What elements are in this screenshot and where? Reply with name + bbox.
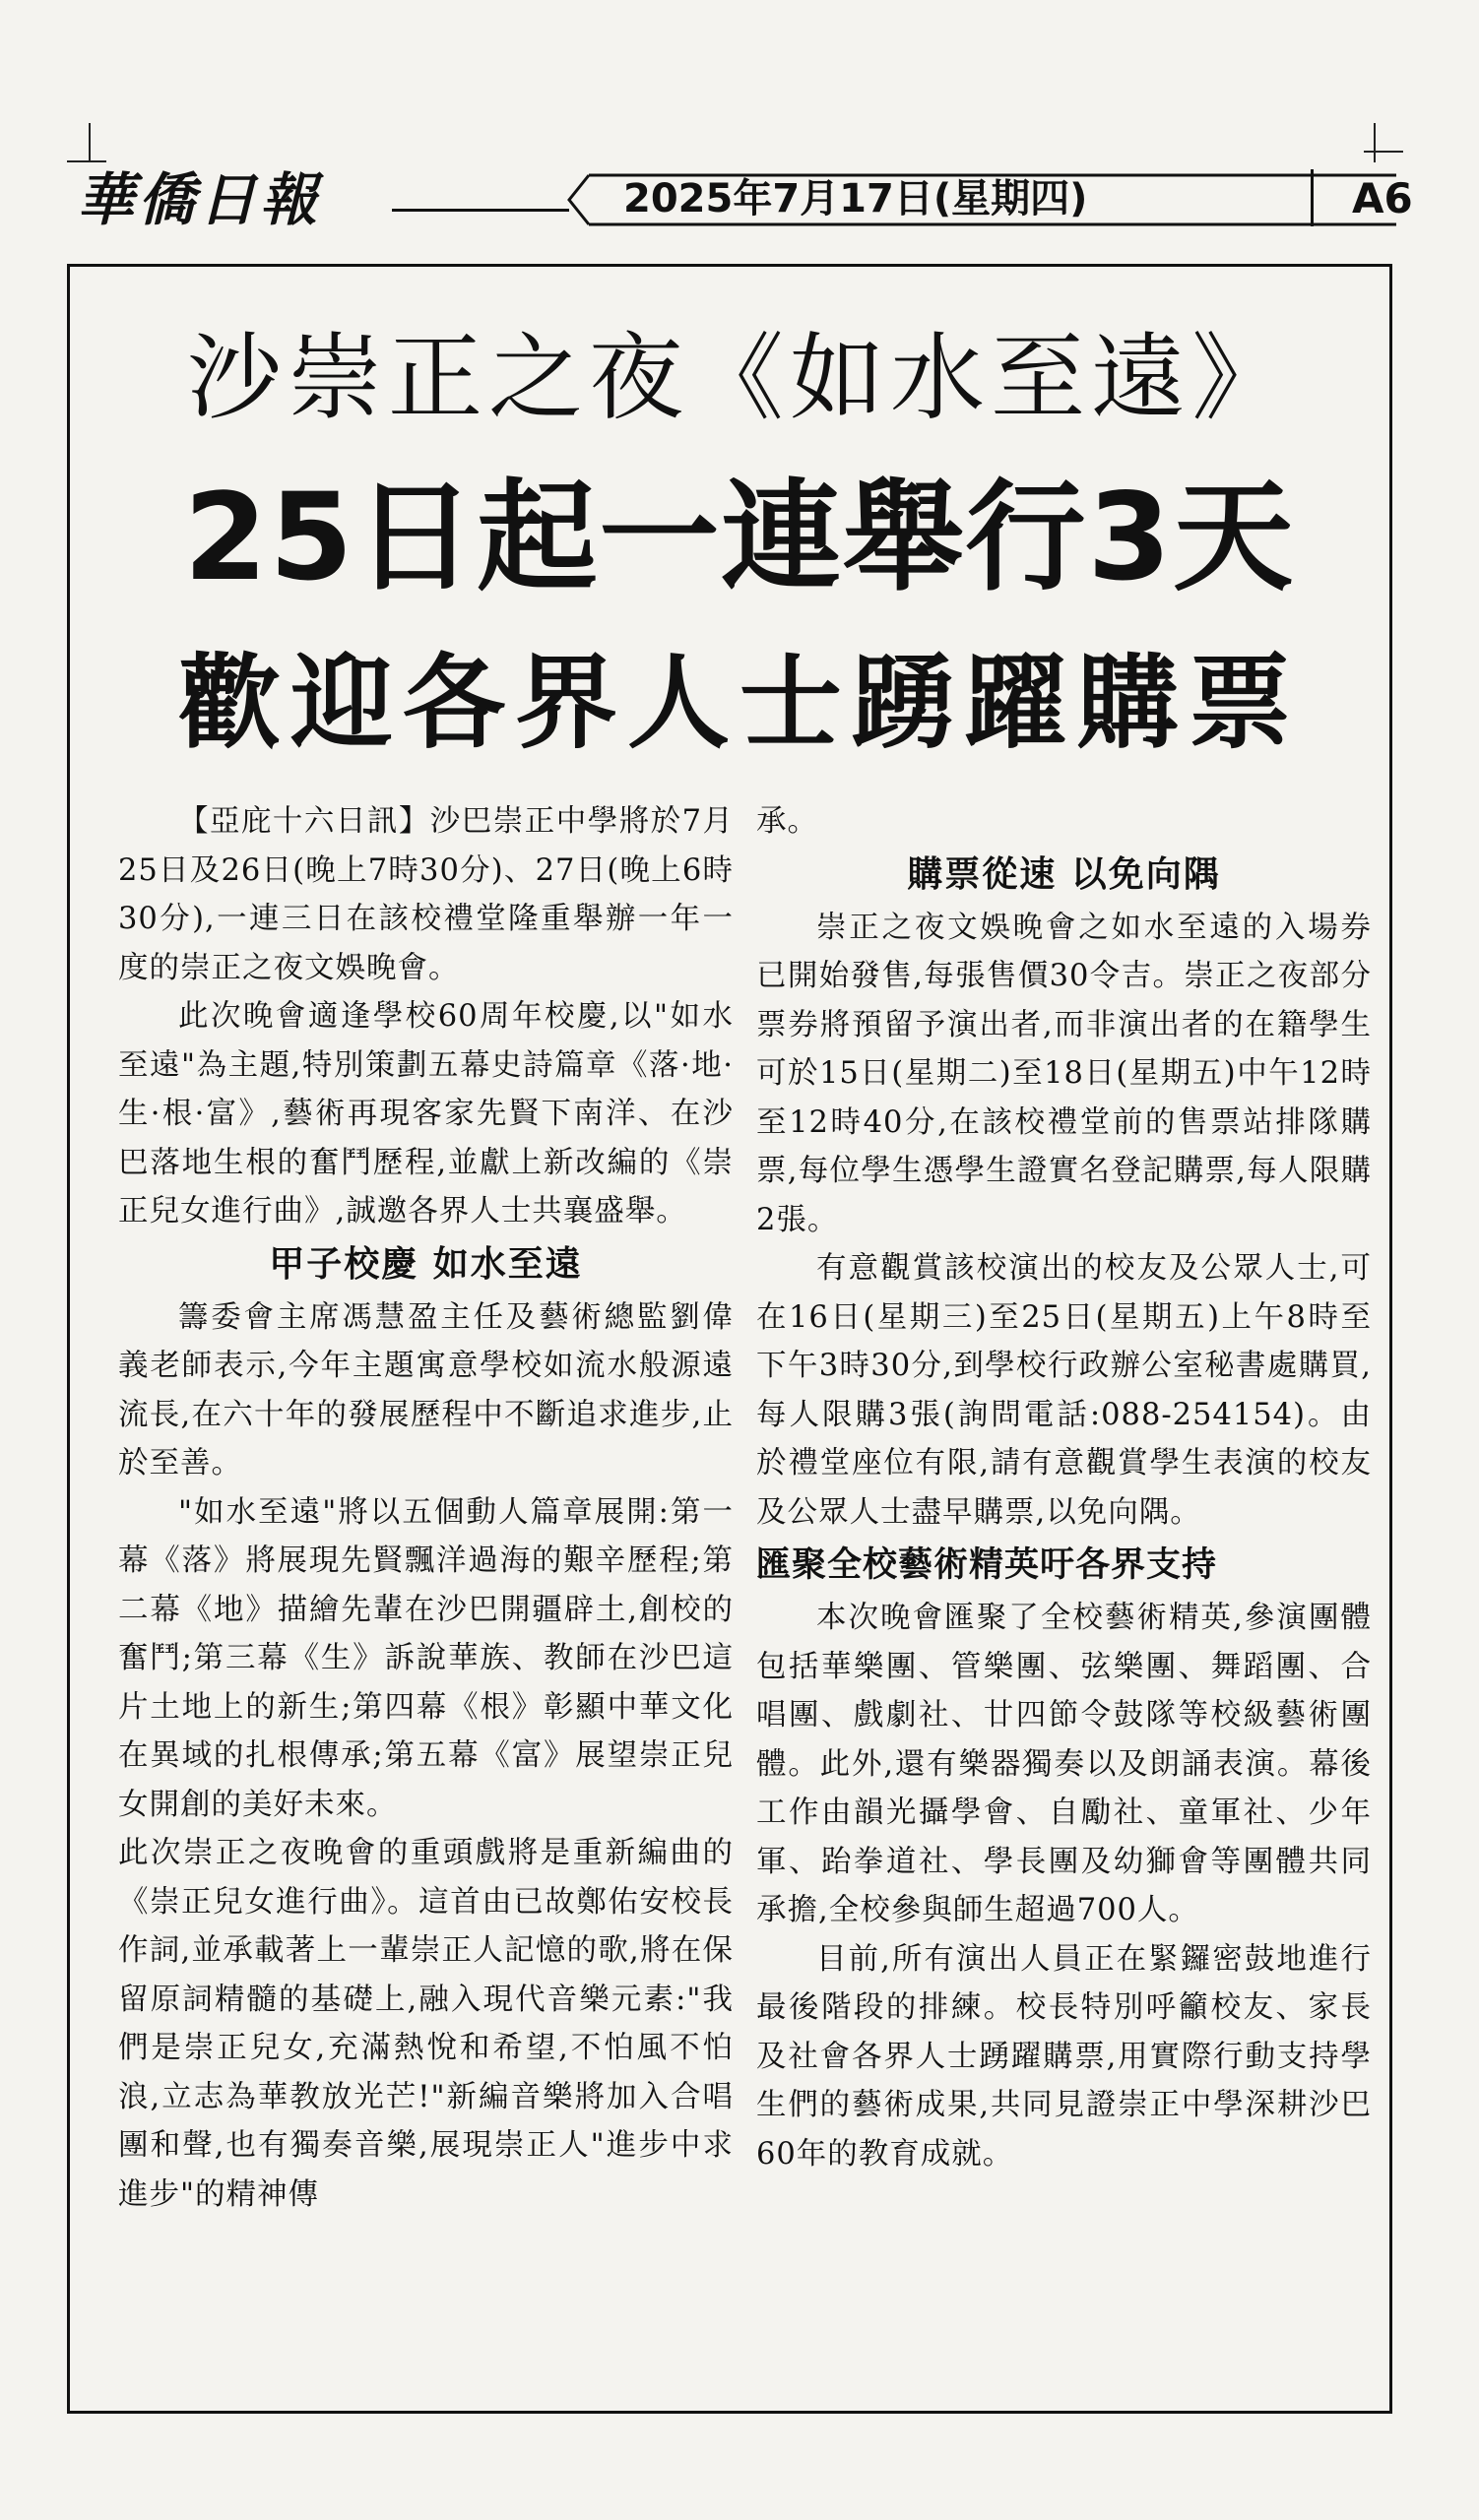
headline-sub: 25日起一連舉行3天 <box>183 468 1296 607</box>
article-paragraph: 籌委會主席馮慧盈主任及藝術總監劉偉義老師表示,今年主題寓意學校如流水般源遠流長,在六十年的發展歷程中不斷追求進步,止於至善。 <box>118 1299 734 1480</box>
crop-mark <box>1374 123 1376 162</box>
article-paragraph: 【亞庇十六日訊】沙巴崇正中學將於7月25日及26日(晚上7時30分)、27日(晚上6時30分),一連三日在該校禮堂隆重舉辦一年一度的崇正之夜文娛晚會。 <box>118 804 734 985</box>
page-number: A6 <box>1352 174 1413 222</box>
article-paragraph: 崇正之夜文娛晚會之如水至遠的入場券已開始發售,每張售價30令吉。崇正之夜部分票券將預留予演出者,而非演出者的在籍學生可於15日(星期二)至18日(星期五)中午12時至12時40分,在該校禮堂前的售票站排隊購票,每位學生憑學生證實名登記購票,每人限購2張。 <box>756 910 1372 1237</box>
section-heading: 匯聚全校藝術精英吁各界支持 <box>756 1545 1218 1585</box>
header-divider <box>1311 169 1314 226</box>
crop-mark <box>89 123 91 162</box>
issue-date: 2025年7月17日(星期四) <box>623 176 1088 221</box>
article-paragraph: 本次晚會匯聚了全校藝術精英,參演團體包括華樂團、管樂團、弦樂團、舞蹈團、合唱團、戲劇社、廿四節令鼓隊等校級藝術團體。此外,還有樂器獨奏以及朗誦表演。幕後工作由韻光攝學會、自勵社、童軍社、少年軍、跆拳道社、學長團及幼獅會等團體共同承擔,全校參與師生超過700人。 <box>756 1601 1372 1927</box>
article-paragraph: 此次晚會適逢學校60周年校慶,以"如水至遠"為主題,特別策劃五幕史詩篇章《落·地·生·根·富》,藝術再現客家先賢下南洋、在沙巴落地生根的奮鬥歷程,並獻上新改編的《崇正兒女進行曲》,誠邀各界人士共襄盛舉。 <box>118 999 734 1228</box>
article-column-right <box>756 797 1372 2178</box>
section-heading: 甲子校慶 如水至遠 <box>269 1243 583 1285</box>
crop-mark <box>1364 151 1403 153</box>
article-column-left <box>118 797 734 2219</box>
article-paragraph: "如水至遠"將以五個動人篇章展開:第一幕《落》將展現先賢飄洋過海的艱辛歷程;第二幕《地》描繪先輩在沙巴開疆辟土,創校的奮鬥;第三幕《生》訴說華族、教師在沙巴這片土地上的新生;第四幕《根》彰顯中華文化在異域的扎根傳承;第五幕《富》展望崇正兒女開創的美好未來。 <box>118 1494 734 1822</box>
masthead-logo: 華僑日報 <box>77 166 322 233</box>
article-paragraph: 有意觀賞該校演出的校友及公眾人士,可在16日(星期三)至25日(星期五)上午8時至下午3時30分,到學校行政辦公室秘書處購買,每人限購3張(詢問電話:088-254154)。由於禮堂座位有限,請有意觀賞學生表演的校友及公眾人士盡早購票,以免向隅。 <box>756 1251 1372 1530</box>
article-paragraph: 承。 <box>756 804 818 839</box>
crop-mark <box>67 160 106 162</box>
section-heading: 購票從速 以免向隅 <box>907 853 1221 895</box>
article-paragraph: 目前,所有演出人員正在緊鑼密鼓地進行最後階段的排練。校長特別呼籲校友、家長及社會各界人士踴躍購票,用實際行動支持學生們的藝術成果,共同見證崇正中學深耕沙巴60年的教育成就。 <box>756 1941 1372 2172</box>
headline-kicker: 歡迎各界人士踴躍購票 <box>177 643 1301 763</box>
headline-main: 沙崇正之夜《如水至遠》 <box>187 323 1292 433</box>
article-paragraph: 此次崇正之夜晚會的重頭戲將是重新編曲的《崇正兒女進行曲》。這首由已故鄭佑安校長作詞,並承載著上一輩崇正人記憶的歌,將在保留原詞精髓的基礎上,融入現代音樂元素:"我們是崇正兒女,充滿熱悅和希望,不怕風不怕浪,立志為華教放光芒!"新編音樂將加入合唱團和聲,也有獨奏音樂,展現崇正人"進步中求進步"的精神傳 <box>118 1836 734 2212</box>
header-rule <box>392 209 569 212</box>
page-header <box>67 166 1413 233</box>
